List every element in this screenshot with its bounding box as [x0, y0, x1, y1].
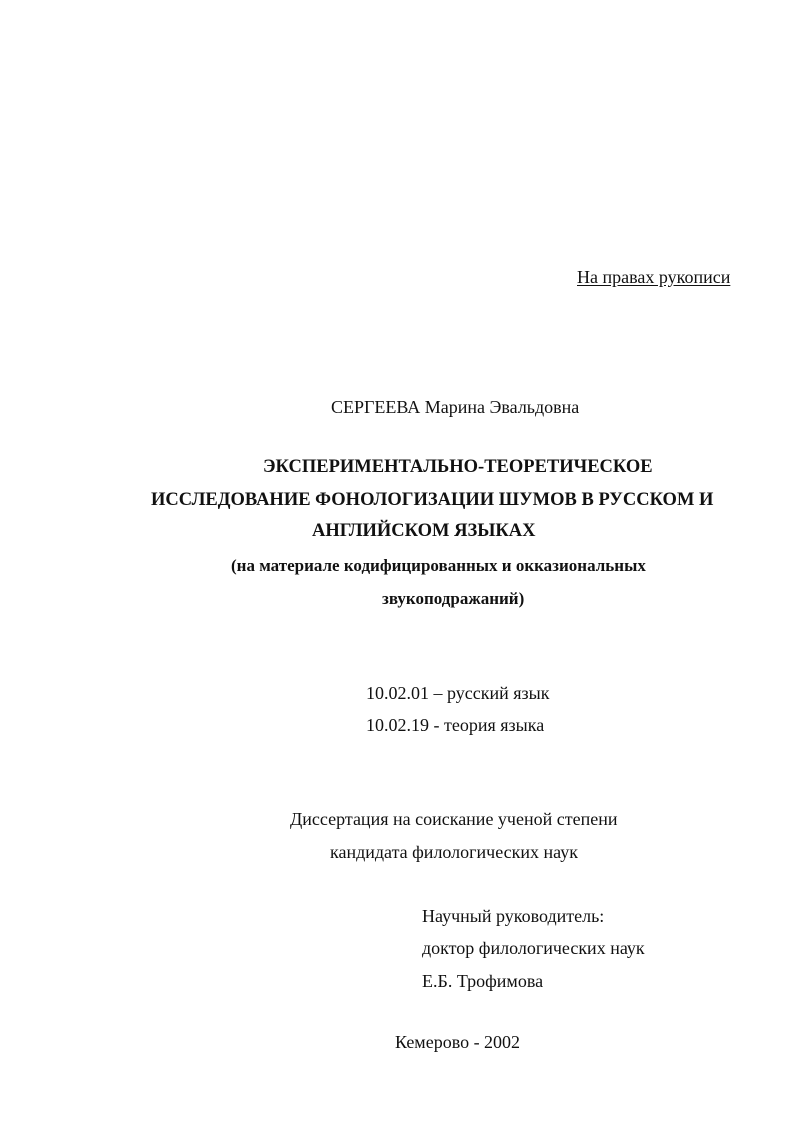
title-line-1: ЭКСПЕРИМЕНТАЛЬНО-ТЕОРЕТИЧЕСКОЕ [263, 457, 653, 477]
supervisor-degree: доктор филологических наук [422, 938, 645, 958]
author-name: СЕРГЕЕВА Марина Эвальдовна [331, 397, 580, 417]
dissertation-line-1: Диссертация на соискание ученой степени [290, 809, 618, 829]
specialty-code-2: 10.02.19 - теория языка [366, 715, 545, 735]
dissertation-line-2: кандидата филологических наук [330, 842, 578, 862]
specialty-code-1: 10.02.01 – русский язык [366, 683, 550, 703]
city-year: Кемерово - 2002 [395, 1032, 521, 1052]
supervisor-name: Е.Б. Трофимова [422, 971, 544, 991]
manuscript-note: На правах рукописи [577, 267, 731, 287]
subtitle-line-2: звукоподражаний) [382, 589, 525, 608]
title-line-3: АНГЛИЙСКОМ ЯЗЫКАХ [312, 521, 536, 541]
supervisor-label: Научный руководитель: [422, 906, 605, 926]
title-line-2: ИССЛЕДОВАНИЕ ФОНОЛОГИЗАЦИИ ШУМОВ В РУССКОМ И [151, 490, 714, 510]
subtitle-line-1: (на материале кодифицированных и окказиональных [231, 556, 646, 575]
